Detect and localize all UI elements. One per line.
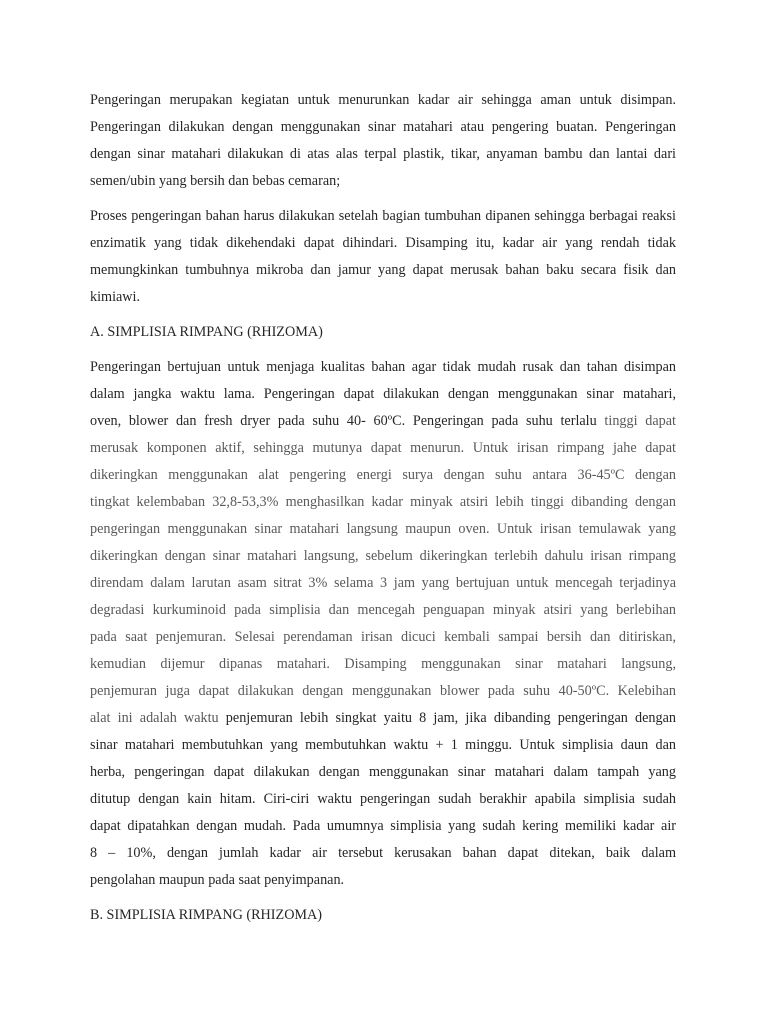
line-text-gray: degradasi kurkuminoid pada simplisia dan mencegah penguapan minyak atsiri yang berlebihan <box>90 602 676 618</box>
paragraph-drying-definition: Pengeringan merupakan kegiatan untuk menurunkan kadar air sehingga aman untuk disimpan. Pengeringan dilakukan dengan menggunakan sinar matahari atau pengering buatan. Pengeringan dengan sinar matahari dilakukan di atas alas terpal plastik, tikar, anyaman bambu dan lantai dari semen/ubin yang bersih dan bebas cemaran; <box>90 92 676 189</box>
line-text-gray: tingkat kelembaban 32,8-53,3% menghasilkan kadar minyak atsiri lebih tinggi dibanding dengan <box>90 494 676 510</box>
paragraph-line <box>90 624 676 651</box>
line-text-dark: dalam jangka waktu lama. Pengeringan dapat dilakukan dengan menggunakan sinar matahari, <box>90 386 676 402</box>
paragraph-line <box>90 597 676 624</box>
paragraph-line <box>90 354 676 381</box>
line-text-dark: ditutup dengan kain hitam. Ciri-ciri waktu pengeringan sudah berakhir apabila simplisia sudah <box>90 791 676 807</box>
section-heading-a: A. SIMPLISIA RIMPANG (RHIZOMA) <box>90 324 323 340</box>
paragraph-line <box>90 435 676 462</box>
paragraph-drying-process: Proses pengeringan bahan harus dilakukan setelah bagian tumbuhan dipanen sehingga berbagai reaksi enzimatik yang tidak dikehendaki dapat dihindari. Disamping itu, kadar air yang rendah tidak memungkinkan tumbuhnya mikroba dan jamur yang dapat merusak bahan baku secara fisik dan kimiawi. <box>90 208 676 305</box>
paragraph-line <box>90 462 676 489</box>
paragraph-line <box>90 651 676 678</box>
paragraph-line <box>90 408 676 435</box>
paragraph-line <box>90 570 676 597</box>
line-text-dark: herba, pengeringan dapat dilakukan dengan menggunakan sinar matahari dalam tampah yang <box>90 764 676 780</box>
line-text-dark: sinar matahari membutuhkan yang membutuhkan waktu + 1 minggu. Untuk simplisia daun dan <box>90 737 676 753</box>
line-text-gray: dikeringkan menggunakan alat pengering energi surya dengan suhu antara 36-45ºC dengan <box>90 467 676 483</box>
section-heading-b: B. SIMPLISIA RIMPANG (RHIZOMA) <box>90 907 323 923</box>
document-page <box>90 87 676 937</box>
paragraph-line <box>90 678 676 705</box>
line-text-dark: dapat dipatahkan dengan mudah. Pada umumnya simplisia yang sudah kering memiliki kadar air <box>90 818 676 834</box>
paragraph-drying-purpose <box>90 354 676 894</box>
line-text-gray: tinggi dapat <box>596 413 676 429</box>
paragraph-line <box>90 732 676 759</box>
paragraph-line <box>90 705 676 732</box>
line-text-gray: dikeringkan dengan sinar matahari langsung, sebelum dikeringkan terlebih dahulu irisan rimpang <box>90 548 676 564</box>
line-text-gray: penjemuran juga dapat dilakukan dengan menggunakan blower pada suhu 40-50ºC. Kelebihan <box>90 683 676 699</box>
paragraph-line <box>90 813 676 840</box>
paragraph-line <box>90 381 676 408</box>
paragraph-line <box>90 867 676 894</box>
paragraph-line <box>90 759 676 786</box>
line-text-gray: direndam dalam larutan asam sitrat 3% selama 3 jam yang bertujuan untuk mencegah terjadinya <box>90 575 676 591</box>
line-text-gray: merusak komponen aktif, sehingga mutunya dapat menurun. Untuk irisan rimpang jahe dapat <box>90 440 676 456</box>
line-text-dark: Pengeringan bertujuan untuk menjaga kualitas bahan agar tidak mudah rusak dan tahan disimpan <box>90 359 676 375</box>
paragraph-line <box>90 489 676 516</box>
line-text-gray: kemudian dijemur dipanas matahari. Disamping menggunakan sinar matahari langsung, <box>90 656 676 672</box>
line-text-gray: pengeringan menggunakan sinar matahari langsung maupun oven. Untuk irisan temulawak yang <box>90 521 676 537</box>
line-text-gray: alat ini adalah waktu <box>90 710 219 726</box>
paragraph-line <box>90 543 676 570</box>
paragraph-line <box>90 786 676 813</box>
line-text-dark: 8 – 10%, dengan jumlah kadar air tersebut kerusakan bahan dapat ditekan, baik dalam <box>90 845 676 861</box>
line-text-dark: oven, blower dan fresh dryer pada suhu 40- 60ºC. Pengeringan pada suhu terlalu <box>90 413 597 429</box>
line-text-dark: pengolahan maupun pada saat penyimpanan. <box>90 872 345 888</box>
paragraph-line <box>90 840 676 867</box>
line-text-dark: penjemuran lebih singkat yaitu 8 jam, jika dibanding pengeringan dengan <box>218 710 676 726</box>
paragraph-line <box>90 516 676 543</box>
line-text-gray: pada saat penjemuran. Selesai perendaman irisan dicuci kembali sampai bersih dan ditiriskan, <box>90 629 676 645</box>
